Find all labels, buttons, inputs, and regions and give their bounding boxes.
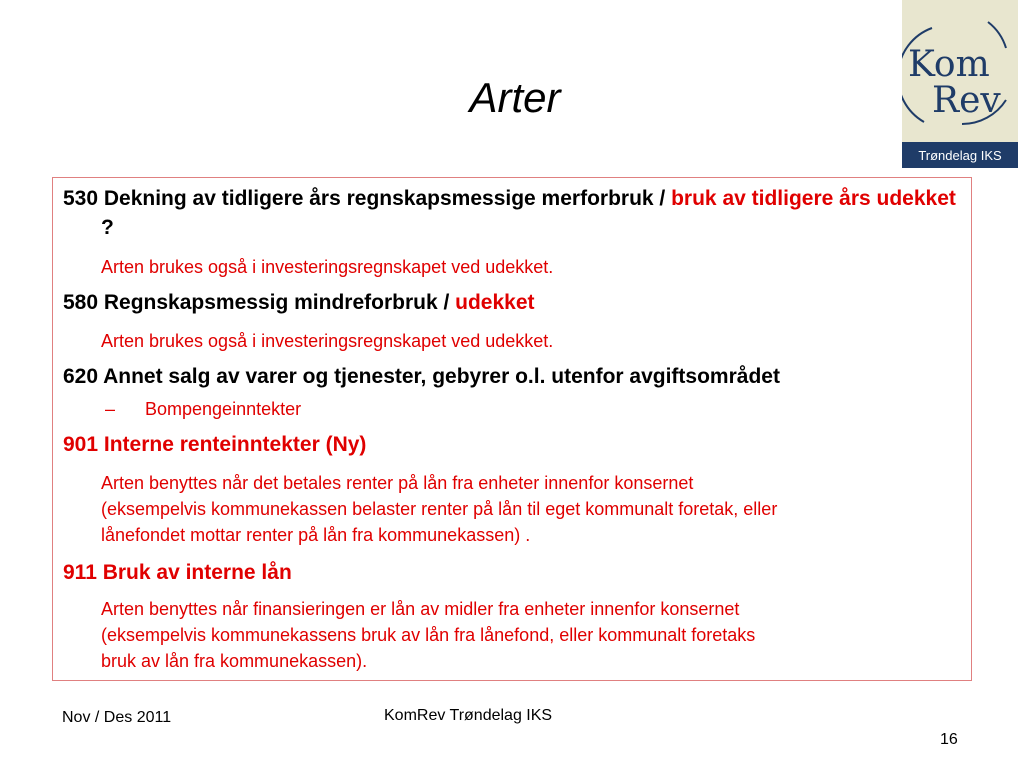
slide-number: 16 — [940, 731, 958, 748]
item-901-header: 901 Interne renteinntekter (Ny) — [63, 433, 367, 456]
item-530-suffix: ? — [101, 216, 114, 239]
item-530-note: Arten brukes også i investeringsregnskapet ved udekket. — [101, 257, 554, 277]
slide-title: Arter — [469, 74, 561, 121]
item-901-note-line: (eksempelvis kommunekassen belaster renter på lån til eget kommunalt foretak, eller — [101, 499, 778, 519]
item-530-code: 530 Dekning av tidligere års regnskapsmessige merforbruk / — [63, 187, 666, 210]
item-901-note-line: Arten benyttes når det betales renter på lån fra enheter innenfor konsernet — [101, 473, 694, 493]
content-box — [52, 177, 972, 681]
bullet-dash: – — [105, 399, 116, 419]
footer-organization: KomRev Trøndelag IKS — [384, 707, 553, 724]
svg-text:Rev: Rev — [932, 80, 1001, 121]
footer-date: Nov / Des 2011 — [62, 709, 172, 726]
item-911-note-line: (eksempelvis kommunekassens bruk av lån fra lånefond, eller kommunalt foretaks — [101, 625, 756, 645]
item-530-highlight: bruk av tidligere års udekket — [671, 187, 956, 210]
item-901-note-line: lånefondet mottar renter på lån fra kommunekassen) . — [101, 525, 531, 545]
item-620-header: 620 Annet salg av varer og tjenester, gebyrer o.l. utenfor avgiftsområdet — [63, 365, 780, 388]
item-911-note-line: Arten benyttes når finansieringen er lån av midler fra enheter innenfor konsernet — [101, 599, 740, 619]
item-911-note — [63, 596, 963, 674]
item-901-note — [63, 470, 963, 548]
item-530-header — [63, 184, 963, 242]
item-911-header: 911 Bruk av interne lån — [63, 561, 292, 584]
item-911-note-line: bruk av lån fra kommunekassen). — [101, 651, 368, 671]
item-580-header — [63, 288, 963, 317]
item-620-bullet: Bompengeinntekter — [145, 399, 302, 419]
svg-text:Trøndelag IKS: Trøndelag IKS — [918, 148, 1002, 163]
item-580-code: 580 Regnskapsmessig mindreforbruk / — [63, 291, 450, 314]
item-580-note: Arten brukes også i investeringsregnskapet ved udekket. — [101, 331, 554, 351]
svg-text:Kom: Kom — [908, 44, 990, 85]
komrev-logo — [902, 0, 1018, 168]
logo-graphic — [902, 0, 1018, 168]
item-580-highlight: udekket — [455, 291, 535, 314]
